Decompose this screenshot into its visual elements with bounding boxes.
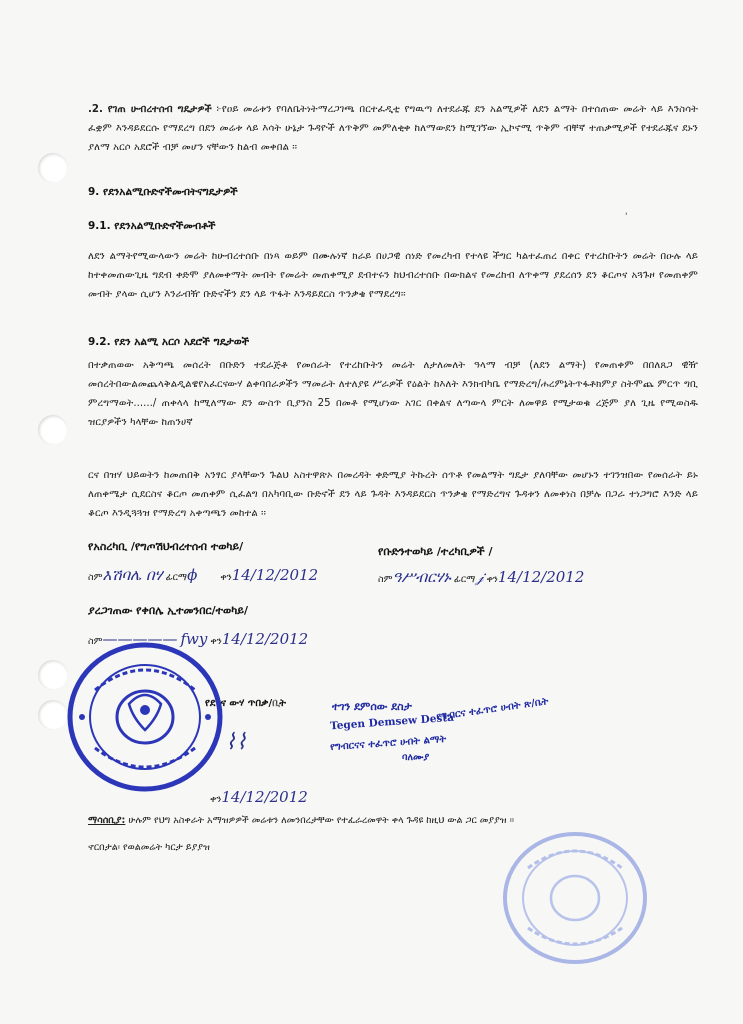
section-2-paragraph xyxy=(88,100,698,157)
section-9-2-text: በተቃጠወው አቅጣጫ መሰረት በቡድን ተደራጅቶ የመሰራት የተረከቡትን መሬት ለታለመለት ዓላማ ብቻ (ለደን ልማት) የመጠቀም በበለጸጋ ዊዥ መሰረትበውልመጨላቅልዲልዌየአፈርናውሃ ልቀባበራዎችን ማመራት ለተለያዩ ሥራዎች የዕልት ከእለት እንክብካቤ የማድረግ/ሐረምኔትጥፋቶክምያ ስትሞጨ ምርጥ ግቢ ምረግማወት....../ ጠቀላላ ከሚለማው ደን ውስጥ ቢያንስ 25 በመቶ የሚሆነው አገር በቀልና ለጣውላ ምርት ለመዋይ የሚታወቁ ረጅም ያለ ጊዜ የሚወስዱ ዝርያዎችን ካላቸው ከጠንሀኛ xyxy=(88,360,698,428)
left-date: 14/12/2012 xyxy=(231,566,319,584)
footer-note-lead: ማሳሰቢያ: xyxy=(88,815,126,826)
stamp-name-latin: Tegen Demsew Desta xyxy=(329,711,455,733)
bureau-date-line: ቀን14/12/2012 xyxy=(210,788,308,806)
right-signature-line: ስምዓሥብርሃኑ ፊርማ𝒿 ቀን14/12/2012 xyxy=(378,568,585,586)
footer-note-2: ኖርበታል፡ የወልመሬት ካርታ ይያያዝ xyxy=(88,842,210,853)
witness-signature: fwy xyxy=(180,630,208,648)
stamp-title: ባለሙያ xyxy=(402,752,430,763)
handover-representative-label: የአስረካቢ /የግጦሽህብረተሰብ ተወካይ/ xyxy=(88,540,244,553)
footer-note xyxy=(88,815,514,826)
section-2-lead: .2. የገጠ ሁብረተሰብ ግዴታዎች xyxy=(88,104,212,115)
right-name: ዓሥብርሃኑ xyxy=(392,568,451,586)
section-9-title: 9. የደንአልሚቡድኖችመብትናግዴታዎች xyxy=(88,186,238,198)
section-9-1-text: ለደን ልማትየሚውላውን መሬት ከሁብረተሰቡ በነጻ ወይም በሙሉነኛ ክራይ በሀጋዊ ሰነድ የመረካብ የተላዩ ችግር ካልተፈጠረ በቀር የተረከቡትን መሬት በዑሉ ላይ ከተቀመጠውጊዜ ግደብ ቀድሞ ያለመቀማት መብት የመሬት መጠቀሚያ ደብተሩን ከህብረተሰቡ በውክልና የመረከብ ለጥቀማ ያደረሰን ደን ቆርጦና አጓጉዞ የመጠቀም መብት ያላው ሲሆን እንራብዥ ቡድኖችን ደን ላይ ጥፋት እንዳይደርስ ጥንቃቄ የማደረግ፡፡ xyxy=(88,251,698,300)
witness-name: ————— xyxy=(102,630,178,648)
left-signature: ϕ xyxy=(187,566,198,584)
section-9-1-title: 9.1. የደንአልሚቡድኖችመብቶች xyxy=(88,220,216,232)
punch-hole xyxy=(38,700,68,730)
stamp-office-line2: የግብርናና ተፈጥሮ ሀብት ልማት xyxy=(329,733,447,754)
left-signature-line: ስምእሽባሌ በሃ ፊርማϕ ቀን14/12/2012 xyxy=(88,566,319,584)
punch-hole xyxy=(38,153,68,183)
official-round-stamp xyxy=(65,640,225,795)
witness-date: 14/12/2012 xyxy=(221,630,309,648)
faded-round-stamp xyxy=(500,828,650,968)
punch-hole xyxy=(38,415,68,445)
bureau-date: 14/12/2012 xyxy=(221,788,308,806)
punch-hole xyxy=(38,660,68,690)
witness-signature-line: ስም————— fwy ቀን14/12/2012 xyxy=(88,630,309,648)
left-name: እሽባሌ በሃ xyxy=(102,566,163,584)
section-2-text: ፦የዐይ መሬቱን የባለቤትነትማረጋገጫ በርተፈዲቲ የግዉጣ ለተደራጁ ደን አልሚዎች ለደን ልማት በተሰጠው መሬት ላይ እንስሳት ፈቋም እንዳይደርሱ የማደረግ በደን መሬቱ ላይ እሳት ሁኔታ ጉዳዮች ለጥቅም መምለቂቀ ከለማውደን ከሚገኘው ኢኮኖሚ ጥቅም ብቸኛ ተጠቃሚዎች የተደራጁና ደኑን ያለማ አርሶ አደሮች ብቻ መሆን ናቸውን ከልብ መቀበል ፡፡ xyxy=(88,104,699,153)
bureau-signature: ⌇⌇ xyxy=(225,730,247,755)
footer-note-text: ሁሉም የህግ አስቀራት አማዝዎዎች መሬቱን ለመንበረታቸው የተፈራረመዋት ቀላ ጉዳዩ ከዚህ ውል ጋር መያያዝ ። xyxy=(128,815,515,826)
section-9-2-title: 9.2. የደን አልሚ አርሶ አደሮች ግዴታወች xyxy=(88,336,250,348)
right-signature: 𝒿 xyxy=(475,568,484,586)
section-9-2-text-continued: ርና በዝሃ ህይወትን ከመጠበቅ አንፃር ያላቸውን ጉልህ አስተዋጽኦ በመረዳት ቀድሚያ ትኩረት ሰጥቶ የመልማት ግዴታ ያለባቸው መሆኑን ተገንዝበው የመሰራት ይኑ ለጠቀሜታ ሲደርስና ቆርጦ መጠቀም ሲፈልግ በአካባቢው ቡድኖች ደን ላይ ጉዳት እንዳይደርስ ጥንቃቄ የማድረግና ጉዳቱን ለመቀነስ በቻሉ በጋራ ተነጋግሮ እንድ ላይ ቆርጦ እንዲጓጓዝ የማድረግ አቀጣጫን መከተል ፡፡ xyxy=(88,470,698,519)
stamp-office: የግብርና ተፈጥሮ ሀብት ጽ/ቤት xyxy=(435,696,550,723)
stray-mark: ' xyxy=(625,212,628,222)
bureau-label: የደንና ውሃ ጥበቃ/ቢት xyxy=(205,698,287,709)
right-date: 14/12/2012 xyxy=(497,568,585,586)
kebele-witness-label: ያረጋገጠው የቀበሌ ኢተመንበር/ተወካይ/ xyxy=(88,604,248,617)
group-representative-label: የቡድንተወካይ /ተረካቢዎች / xyxy=(378,545,493,558)
stamp-name-amharic: ተገን ደምሰው ደስታ xyxy=(332,700,412,713)
